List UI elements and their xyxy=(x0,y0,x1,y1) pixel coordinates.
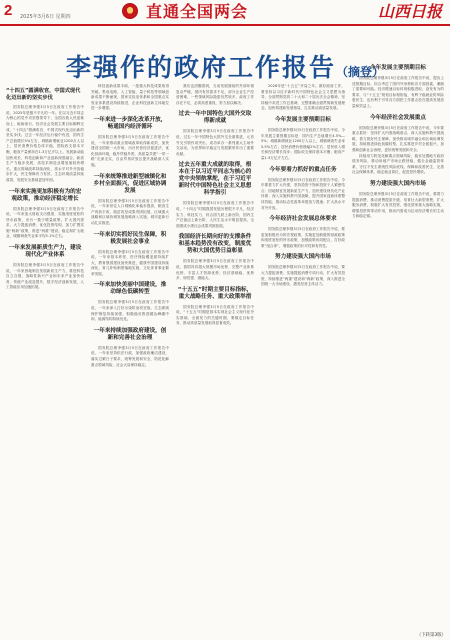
section-heading: 一年来加快美丽中国建设，推动绿色低碳转型 xyxy=(93,282,167,296)
section-heading: 一年来持续加强政府建设，创新和完善社会治理 xyxy=(93,327,167,341)
paragraph: 国务院总理李强3月5日在政府工作报告中说，一年来推动重点领域改革取得新成效，加快建设全国统一大市场，出台民营经济促进法，优化营商环境，稳外贸稳外资，高质量共建“一带一路”走深走实，自由贸易试验区提升战略深入实施。 xyxy=(91,134,169,167)
paragraph: 我们也清醒看到，当前发展面临的外部环境复杂严峻，国内有效需求不足，部分企业生产经营困难，一些领域风险隐患仍然较多，政府工作存在不足，必须高度重视，努力加以解决。 xyxy=(176,84,254,105)
paragraph: 国务院总理李强3月5日在政府工作报告中说，“十四五”时期我国发展历程很不平凡，经济实力、科技实力、综合国力跃上新台阶，国内生产总值迈上新台阶，人民生活水平明显提高，全面建成小康社会成果巩固拓展。 xyxy=(176,201,254,228)
paragraph: 国务院总理李强3月5日在政府工作报告中说，要更加积极有为的宏观政策，实施更加积极的财政政策和适度宽松的货币政策，加强政策协同配合，打好政策“组合拳”，增强政策的针对性和有效性。 xyxy=(261,227,345,248)
headline-subtitle: （摘登） xyxy=(336,65,385,79)
section-banner: 直通全国两会 xyxy=(146,2,249,21)
section-heading: 一年来统筹推进新型城镇化和乡村全面振兴，促进区域协调发展 xyxy=(93,173,167,194)
paragraph: 国务院总理李强3月5日在政府工作报告中说，今年要着力扩大内需，坚持投资于物和投资于人紧密结合；因地制宜发展新质生产力，加快建设现代化产业体系；深入实施科教兴国战略，提升国家创新体系整体效能；推动标志性改革举措加力提速；扩大高水平对外开放。 xyxy=(261,177,345,210)
section-heading: 一年来进一步深化改革开放，畅通国内经济循环 xyxy=(93,116,167,130)
headline-title: 李强作的政府工作报告 xyxy=(65,53,336,82)
column-intro-heading: “十四五”圆满收官，中国式现代化迈出新的坚实步伐 xyxy=(6,88,81,101)
section-heading: 一年来发展新质生产力，建设现代化产业体系 xyxy=(8,245,82,259)
paragraph: 国务院总理李强3月5日在政府工作报告中说，一年来坚持依法行政，加强政府廉洁建设，落实过紧日子要求，统筹发展和安全，防范化解重点领域风险，社会大局保持稳定。 xyxy=(91,345,169,367)
emblem-icon: ★ xyxy=(122,3,138,19)
section-heading: 今年经济社会发展总体要求 xyxy=(269,216,337,223)
masthead-rule xyxy=(0,24,450,26)
paragraph: 国务院总理李强3月5日在政府工作报告中说，要着力提振消费，推动消费提质升级，培育壮大新型消费，扩大服务消费，积极扩大有效投资，强化国家重大战略实施，增强投资的带动作用，推动内需成为拉动经济增长的主动力和稳定锚。 xyxy=(352,191,444,219)
paragraph: 国务院总理李强3月5日在政府工作报告中说，今年要重点抓好：坚持扩大内需战略基点，深入实施科教兴国战略，着力抓好民生保障，加快推动城乡融合和区域协调发展，持续推进绿色低碳转型，扎实推进乡村全面振兴，加强和创新社会治理，更好统筹发展和安全。 xyxy=(352,125,444,152)
paragraph: 国务院总理李强3月5日在政府工作报告中说，我国具有超大规模市场优势、完整产业体系优势、丰富人才资源优势，经济基础稳、优势多、韧性强、潜能大。 xyxy=(176,259,254,281)
section-heading: 今年发展主要预期目标 xyxy=(370,65,426,71)
paragraph: 国务院总理李强3月5日在政府工作报告中说，一年来基本养老、医疗保险覆盖面持续扩大，教育强国建设加快推进，健康中国建设持续深化，育儿补贴制度落地实施，文化体育事业繁荣发展。 xyxy=(91,249,169,276)
column-4 xyxy=(261,84,345,636)
paragraph: 国务院总理李强3月5日在政府工作报告中说，提出上述预期目标，综合考虑了国内外形势和各方面因素，兼顾了需要和可能。经济增速目标体现积极进取、奋发有为的要求，与“十五五”规划目标相衔接，有利于稳就业防风险惠民生，也有利于引导各方面把工作重点放在提高发展质量和效益上。 xyxy=(352,76,444,108)
masthead xyxy=(0,0,450,26)
section-heading: 过去五年重大成就的取得，根本在于以习近平同志为核心的党中央领航掌舵，在于习近平新时代中国特色社会主义思想科学指引 xyxy=(178,162,252,197)
column-2 xyxy=(91,84,169,636)
paragraph: 国务院总理李强3月5日在政府工作报告中说，一年来常住人口城镇化率稳步提高，粮食生产再获丰收，脱贫攻坚成果巩固拓展，区域重大战略和区域协调发展战略深入实施，城市更新行动扎实推进。 xyxy=(91,198,169,225)
section-heading: 一年来切实抓好民生保障，积极发展社会事业 xyxy=(93,231,167,245)
paragraph: 国务院总理李强3月5日在政府工作报告中说，一年来深入打好污染防治攻坚战，生态系统保护修复持续加强，积极稳妥推进碳达峰碳中和，能源结构持续优化。 xyxy=(91,300,169,322)
section-heading: 今年要着力抓好的重点任务 xyxy=(269,166,337,173)
section-heading: 我国经济长期向好的支撑条件和基本趋势没有改变，制度优势和大国优势日益彰显 xyxy=(178,234,252,255)
column-5 xyxy=(352,60,444,626)
section-heading: 一年来实施更加积极有为的宏观政策，推动经济稳定增长 xyxy=(8,188,82,202)
section-heading: 今年发展主要预期目标 xyxy=(275,116,331,123)
paragraph: 国务院总理李强3月5日在政府工作报告中说，过去一年中国特色大国外交全面推进，元首外交引领作用突出，成功举办一系列重大主场外交活动，为世界和平稳定与发展繁荣作出了重要贡献。 xyxy=(176,129,254,156)
column-3 xyxy=(176,84,254,636)
paragraph: 2026年是“十五五”开局之年。做好政府工作，要坚持以习近平新时代中国特色社会主义思想为指导，全面贯彻党的二十大和二十届历次全会精神，坚持稳中求进工作总基调，完整准确全面贯彻新发展理念，加快构建新发展格局，扎实推动高质量发展。 xyxy=(261,84,345,111)
section-heading: 今年经济社会发展重点 xyxy=(370,114,426,121)
newspaper-logo: 山西日报 xyxy=(377,2,442,21)
paragraph: 国务院总理李强3月5日在政府工作报告中说，一年来因地制宜发展新质生产力，推进科技自立自强，战略性新兴产业和未来产业加快培育，传统产业改造提升，数字经济创新发展，人工智能应用加速拓展。 xyxy=(6,263,84,290)
section-heading: 努力建设强大国内市场 xyxy=(370,180,426,187)
section-heading: “十五五”时期主要目标指标，重大战略任务、重大政策举措 xyxy=(177,286,253,300)
paragraph: 国务院总理李强3月5日在政府工作报告中说，要大力提振消费，实施提振消费专项行动，扩大有效投资，持续推进“两重”建设和“两新”政策，深入推进全国统一大市场建设，激发经营主体活力。 xyxy=(261,265,345,287)
continued-note: （下转第3版） xyxy=(416,633,446,638)
paragraph: 国务院总理李强3月5日在政府工作报告中说，2025年是极不平凡的一年。在以习近平同志为核心的党中央坚强领导下，全国各族人民迎难而上、砥砺前行，经济社会发展主要目标顺利完成，“十四五”圆满收官，中国式现代化迈出新的坚实步伐。过去一年经济运行稳中有进，国内生产总值增长5%左右，城镇新增就业1200万人以上，居民消费价格总体平稳，国际收支基本平衡，粮食产量保持在1.3万亿斤以上。发展新动能加快成长，科技创新和产业创新深度融合，新质生产力稳步发展，高技术制造业增加值较快增长。重点领域改革持续深化，高水平对外开放稳步扩大，民生保障有力有效，生态环境质量持续改善，发展安全基础更加牢固。 xyxy=(6,105,84,182)
section-heading: 努力建设强大国内市场 xyxy=(275,254,331,261)
column-1 xyxy=(6,84,84,636)
page-number: 2 xyxy=(4,2,13,19)
paragraph: 科技创新成果丰硕，一批重大科技成果取得突破。集成电路、人工智能、量子科技等领域创新成果不断涌现，国家实验室体系和全国重点实验室体系建设持续推进，企业科技创新主体地位进一步增强。 xyxy=(91,84,169,111)
paragraph: 国务院总理李强3月5日在政府工作报告中说，今年发展主要预期目标是：国内生产总值增长4.5%—5%；城镇新增就业1200万人以上，城镇调查失业率5.5%左右；居民消费价格涨幅2%左右；居民收入增长和经济增长同步；国际收支保持基本平衡；粮食产量1.3万亿斤左右。 xyxy=(261,127,345,160)
paragraph: 持续用力防范化解重点领域风险，稳妥处置地方政府债务风险，推动房地产市场止跌回稳，健全金融监管体系，守住不发生系统性风险底线。保障和改善民生，完善社会保障体系，稳定就业岗位，促进居民增收。 xyxy=(352,153,444,175)
paragraph: 国务院总理李强3月5日在政府工作报告中说，“十五五”时期是基本实现社会主义现代化夯实基础、全面发力的关键时期，要锚定目标任务，推动高质量发展取得显著成效。 xyxy=(176,304,254,326)
paragraph: 国务院总理李强3月5日在政府工作报告中说，一年来加大财政支出强度，实施适度宽松的货币政策，出台一揽子增量政策。扩大国内需求，大力提振消费，优化投资结构，加力扩围实施“两新”政策，推进“两重”建设。稳定和扩大就业，城镇调查失业率平均5.1%左右。 xyxy=(6,206,84,239)
issue-date: 2025年3月6日 星期四 xyxy=(20,14,71,20)
section-heading: 过去一年中国特色大国外交取得新成就 xyxy=(178,111,252,125)
